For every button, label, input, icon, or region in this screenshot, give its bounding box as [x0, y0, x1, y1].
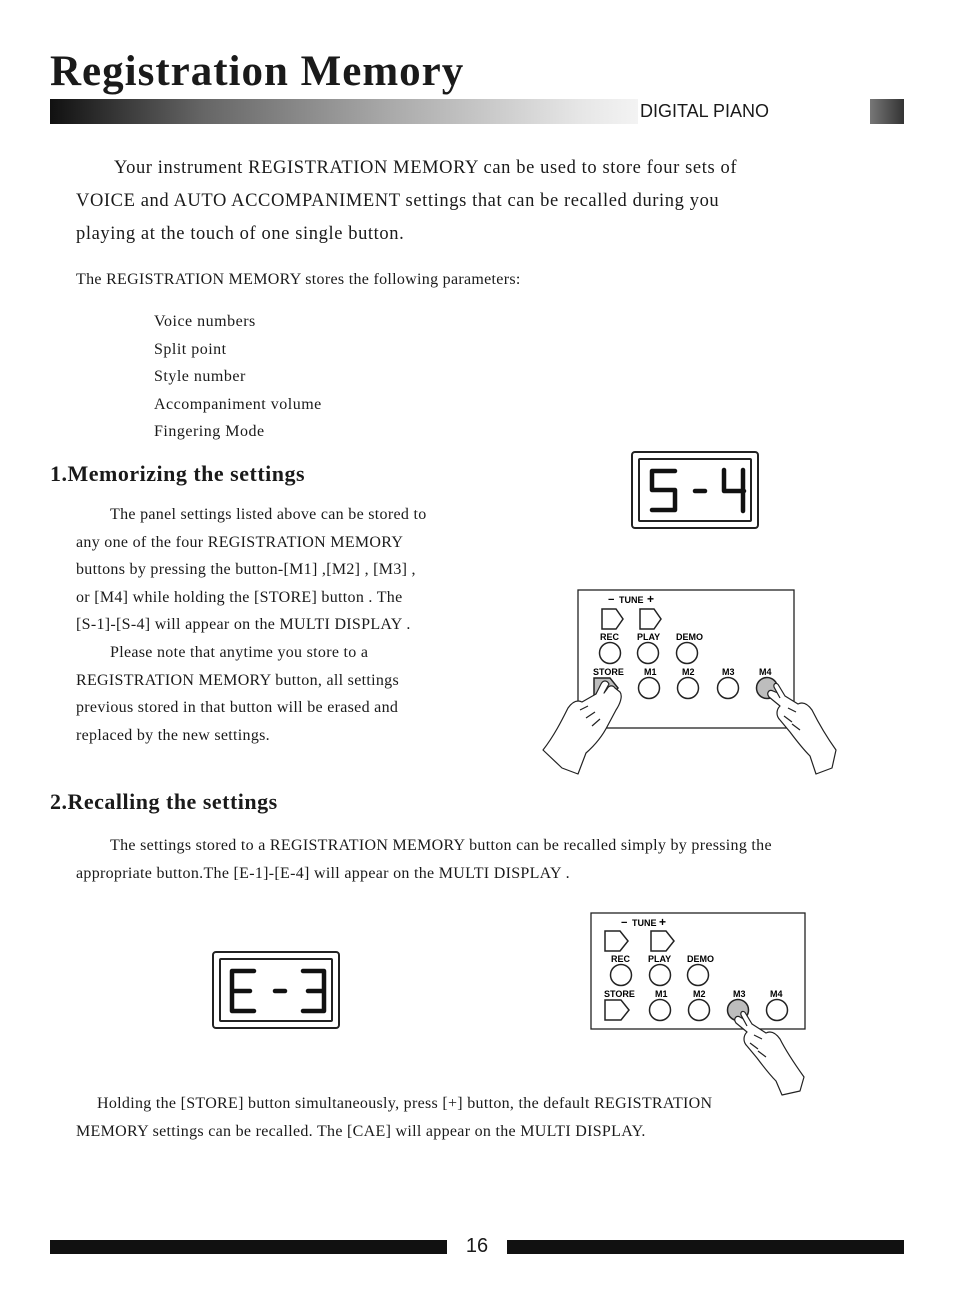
play-button[interactable] [638, 643, 659, 664]
hand-right-icon [768, 683, 836, 774]
m2-button[interactable] [689, 1000, 710, 1021]
text-line: Holding the [STORE] button simultaneously, press [+] button, the default REGISTRATION [97, 1095, 713, 1112]
demo-button[interactable] [688, 965, 709, 986]
text-line: [S-1]-[S-4] will appear on the MULTI DISPLAY . [76, 616, 411, 634]
page-title: Registration Memory [50, 48, 465, 95]
store-label: STORE [593, 667, 624, 677]
list-item: Style number [154, 368, 246, 385]
list-item: Voice numbers [154, 313, 256, 330]
multi-display-e3 [212, 951, 340, 1029]
demo-label: DEMO [687, 954, 714, 964]
m2-button[interactable] [678, 678, 699, 699]
m4-button[interactable] [767, 1000, 788, 1021]
m1-button[interactable] [650, 1000, 671, 1021]
m1-label: M1 [655, 989, 668, 999]
control-panel-recall [590, 911, 810, 1096]
section-heading-memorizing: 1.Memorizing the settings [50, 461, 306, 486]
lcd-digits [633, 453, 757, 527]
params-intro: The REGISTRATION MEMORY stores the following parameters: [76, 271, 521, 288]
tune-label: TUNE [632, 918, 657, 928]
m3-label: M3 [722, 667, 735, 677]
m3-label: M3 [733, 989, 746, 999]
text-line: The settings stored to a REGISTRATION MEMORY button can be recalled simply by pressing the [110, 837, 772, 854]
intro-line: VOICE and AUTO ACCOMPANIMENT settings that can be recalled during you [76, 191, 720, 211]
intro-line: Your instrument REGISTRATION MEMORY can be used to store four sets of [114, 158, 738, 178]
m1-button[interactable] [639, 678, 660, 699]
text-line: Please note that anytime you store to a [110, 643, 369, 661]
text-line: appropriate button.The [E-1]-[E-4] will appear on the MULTI DISPLAY . [76, 864, 570, 882]
play-button[interactable] [650, 965, 671, 986]
intro-line: playing at the touch of one single button. [76, 224, 405, 244]
demo-button[interactable] [677, 643, 698, 664]
tune-plus-label: + [647, 592, 655, 606]
tune-plus-label: + [659, 915, 667, 929]
intro-paragraph [76, 152, 866, 251]
header-gradient-bar [50, 99, 904, 124]
control-panel-store [540, 588, 840, 778]
play-label: PLAY [648, 954, 672, 964]
text-line: REGISTRATION MEMORY button, all settings [76, 671, 399, 689]
text-line: previous stored in that button will be erased and [76, 699, 399, 717]
play-label: PLAY [637, 632, 661, 642]
recalling-paragraph [76, 832, 886, 887]
tune-minus-label: − [621, 917, 628, 929]
list-item: Split point [154, 340, 227, 358]
page-number: 16 [465, 1235, 489, 1257]
text-line: buttons by pressing the button-[M1] ,[M2] , [M3] , [76, 561, 416, 579]
store-label: STORE [604, 989, 635, 999]
m1-label: M1 [644, 667, 657, 677]
params-list [154, 308, 322, 446]
text-line: MEMORY settings can be recalled. The [CAE] will appear on the MULTI DISPLAY. [76, 1122, 646, 1140]
text-line: or [M4] while holding the [STORE] button . The [76, 588, 403, 606]
demo-label: DEMO [676, 632, 703, 642]
brand-label: DIGITAL PIANO [640, 101, 770, 121]
rec-button[interactable] [600, 643, 621, 664]
text-line: The panel settings listed above can be stored to [110, 506, 427, 523]
m4-label: M4 [759, 667, 772, 677]
footer-bar-left [50, 1240, 447, 1254]
m2-label: M2 [682, 667, 695, 677]
cae-paragraph [76, 1090, 836, 1145]
multi-display-s4 [631, 451, 759, 529]
rec-button[interactable] [611, 965, 632, 986]
rec-label: REC [611, 954, 631, 964]
text-line: any one of the four REGISTRATION MEMORY [76, 533, 404, 551]
memorizing-paragraph [76, 501, 486, 749]
m4-label: M4 [770, 989, 783, 999]
text-line: replaced by the new settings. [76, 726, 270, 744]
list-item: Fingering Mode [154, 423, 265, 440]
lcd-digits [214, 953, 338, 1027]
tune-minus-label: − [608, 594, 615, 606]
rec-label: REC [600, 632, 620, 642]
section-heading-recalling: 2.Recalling the settings [50, 789, 278, 814]
tune-label: TUNE [619, 595, 644, 605]
m2-label: M2 [693, 989, 706, 999]
footer-bar-right [507, 1240, 904, 1254]
list-item: Accompaniment volume [154, 395, 322, 413]
m3-button[interactable] [718, 678, 739, 699]
